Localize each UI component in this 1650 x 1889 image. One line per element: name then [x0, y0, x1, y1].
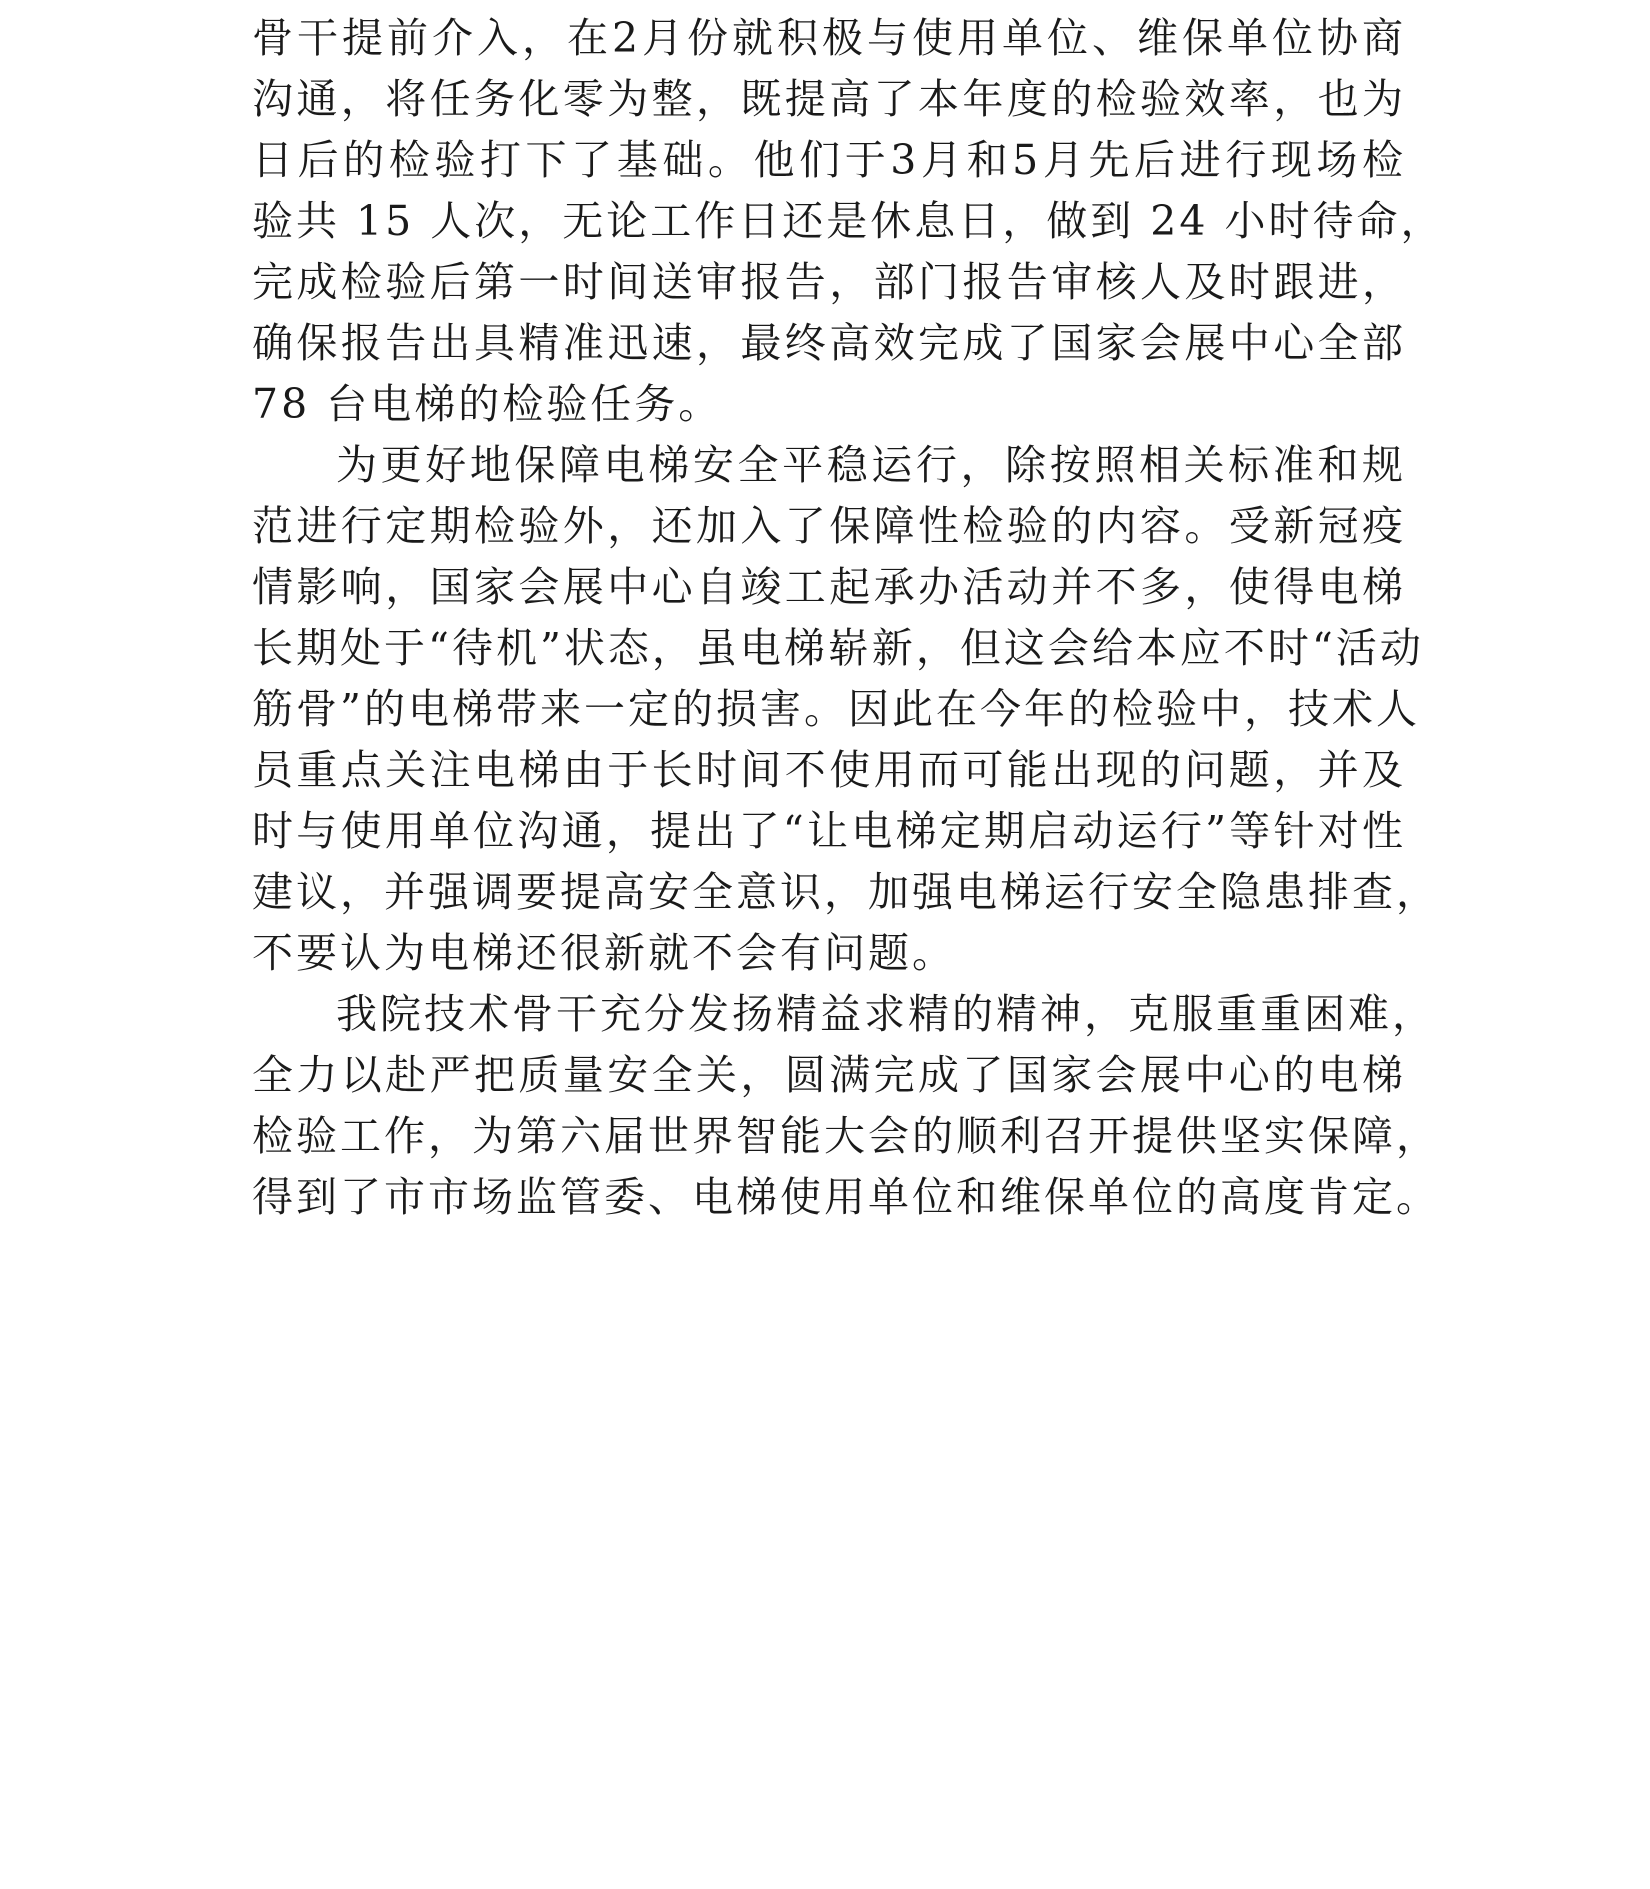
- paragraph-1-line-1: 骨干提前介入，在2月份就积极与使用单位、维保单位协商: [252, 14, 1406, 62]
- paragraph-3-line-2: 全力以赴严把质量安全关，圆满完成了国家会展中心的电梯: [252, 1051, 1406, 1099]
- paragraph-3-line-3: 检验工作，为第六届世界智能大会的顺利召开提供坚实保障，: [252, 1112, 1440, 1160]
- paragraph-1-line-4: 验共 15 人次，无论工作日还是休息日，做到 24 小时待命，: [252, 197, 1445, 245]
- paragraph-3-line-1: 我院技术骨干充分发扬精益求精的精神，克服重重困难，: [336, 990, 1436, 1038]
- paragraph-1-line-6: 确保报告出具精准迅速，最终高效完成了国家会展中心全部: [252, 319, 1406, 367]
- paragraph-2-line-8: 建议，并强调要提高安全意识，加强电梯运行安全隐患排查，: [252, 868, 1440, 916]
- paragraph-2-line-6: 员重点关注电梯由于长时间不使用而可能出现的问题，并及: [252, 746, 1406, 794]
- paragraph-1-line-5: 完成检验后第一时间送审报告，部门报告审核人及时跟进，: [252, 258, 1406, 306]
- paragraph-2-line-5: 筋骨”的电梯带来一定的损害。因此在今年的检验中，技术人: [252, 685, 1420, 733]
- paragraph-2-line-3: 情影响，国家会展中心自竣工起承办活动并不多，使得电梯: [252, 563, 1406, 611]
- paragraph-2-line-2: 范进行定期检验外，还加入了保障性检验的内容。受新冠疫: [252, 502, 1406, 550]
- paragraph-1-line-2: 沟通，将任务化零为整，既提高了本年度的检验效率，也为: [252, 75, 1406, 123]
- paragraph-2-line-4: 长期处于“待机”状态，虽电梯崭新，但这会给本应不时“活动: [252, 624, 1424, 672]
- paragraph-1-line-7: 78 台电梯的检验任务。: [252, 380, 723, 428]
- paragraph-2-line-1: 为更好地保障电梯安全平稳运行，除按照相关标准和规: [336, 441, 1406, 489]
- paragraph-3-line-4: 得到了市市场监管委、电梯使用单位和维保单位的高度肯定。: [252, 1173, 1440, 1221]
- paragraph-2-line-7: 时与使用单位沟通，提出了“让电梯定期启动运行”等针对性: [252, 807, 1406, 855]
- paragraph-2-line-9: 不要认为电梯还很新就不会有问题。: [252, 929, 956, 977]
- paragraph-1-line-3: 日后的检验打下了基础。他们于3月和5月先后进行现场检: [252, 136, 1406, 184]
